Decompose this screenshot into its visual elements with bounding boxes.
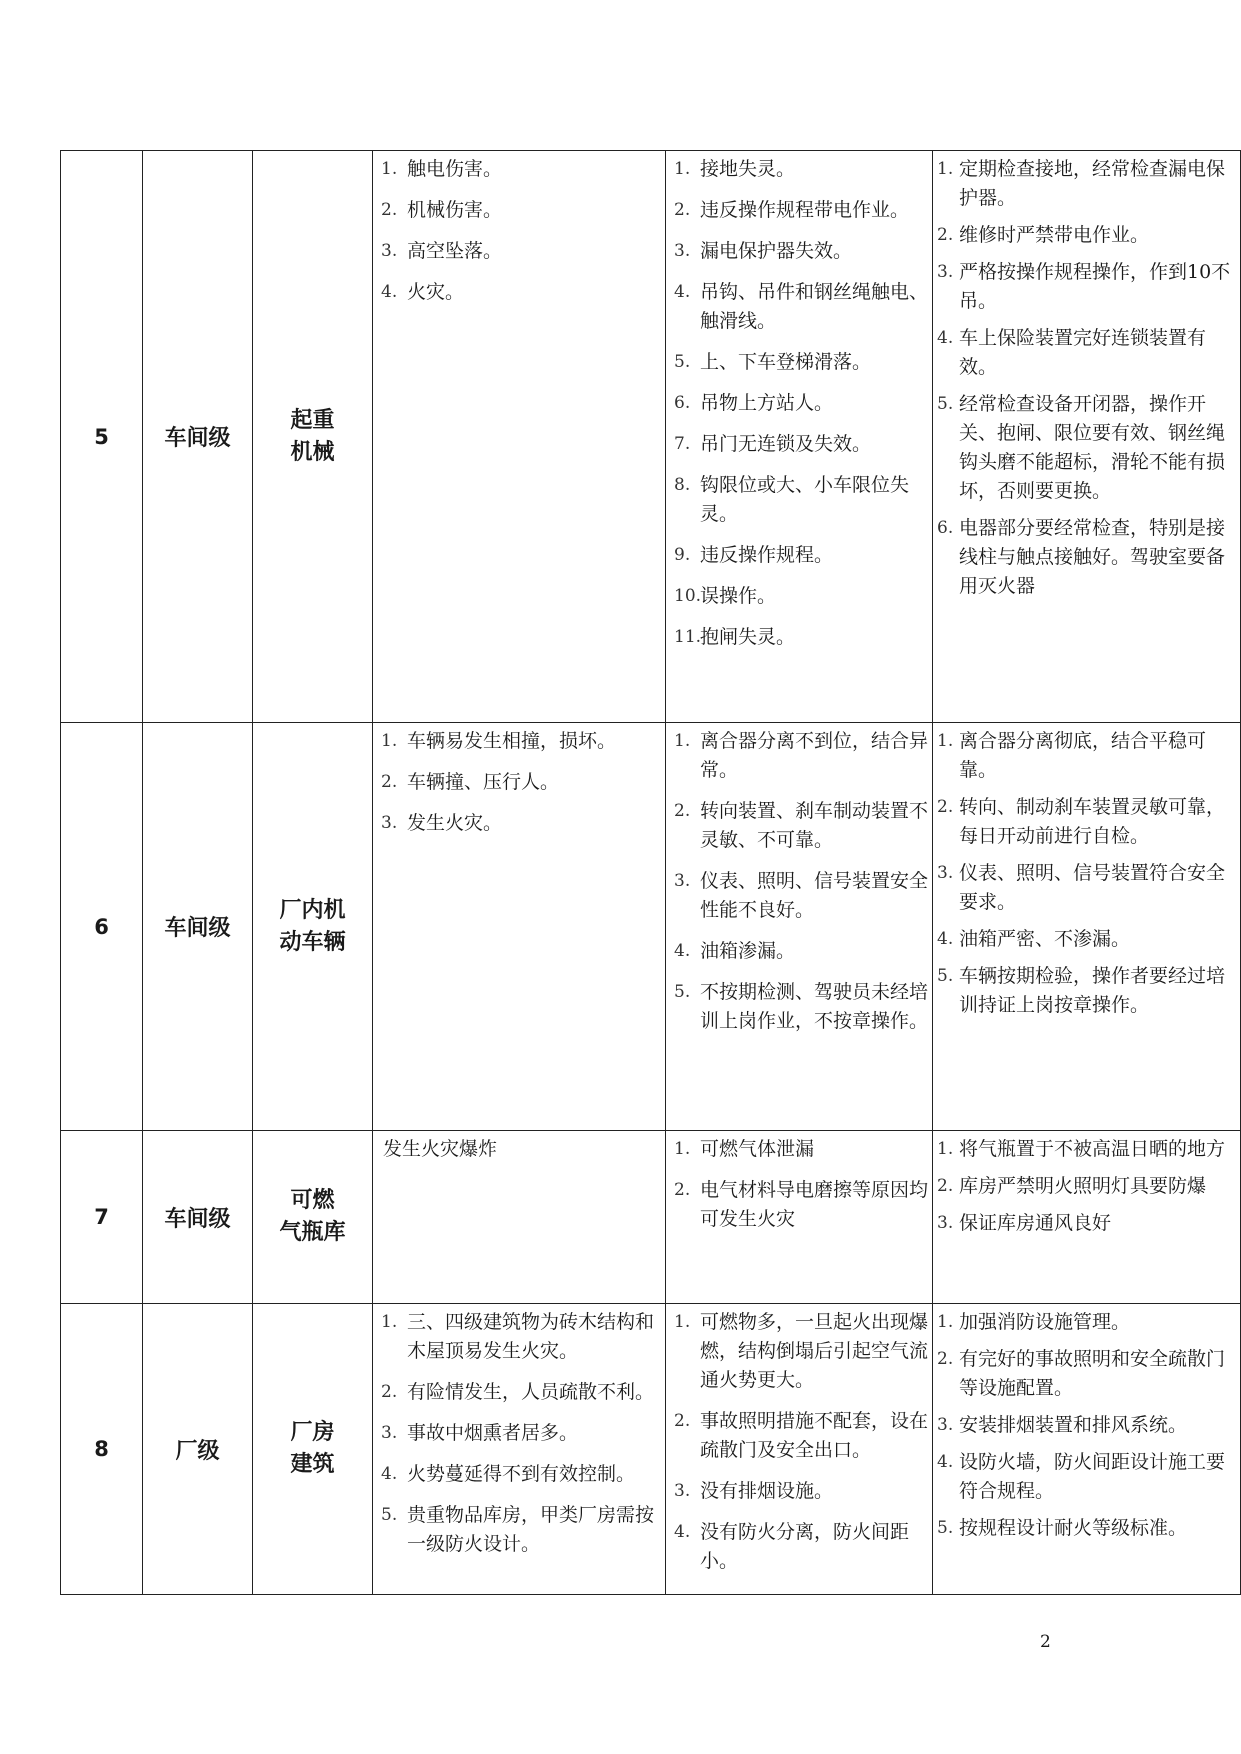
list-item: 2. 违反操作规程带电作业。 bbox=[674, 199, 910, 221]
row-name-line: 机械 bbox=[290, 439, 335, 465]
list-item: 4. 火灾。 bbox=[381, 281, 465, 303]
list-item-text: 车辆按期检验，操作者要经过培训持证上岗按章操作。 bbox=[959, 965, 1226, 1016]
list-item-text: 将气瓶置于不被高温日晒的地方 bbox=[959, 1138, 1226, 1160]
list-item: 5. 上、下车登梯滑落。 bbox=[674, 351, 872, 373]
list-item-text: 设防火墙，防火间距设计施工要符合规程。 bbox=[959, 1451, 1226, 1502]
hazard-cell-list bbox=[373, 727, 665, 838]
list-item: 1. 三、四级建筑物为砖木结构和木屋顶易发生火灾。 bbox=[381, 1311, 655, 1362]
row-number: 7 bbox=[61, 1131, 143, 1304]
row-name-line: 厂内机 bbox=[279, 897, 346, 923]
list-item-text: 经常检查设备开闭器，操作开关、抱闸、限位要有效、钢丝绳钩头磨不能超标，滑轮不能有损坏，否则要更换。 bbox=[959, 393, 1226, 502]
list-item: 5. 贵重物品库房，甲类厂房需按一级防火设计。 bbox=[381, 1504, 655, 1555]
list-item-text: 不按期检测、驾驶员未经培训上岗作业，不按章操作。 bbox=[700, 981, 929, 1032]
row-number: 6 bbox=[61, 723, 143, 1131]
list-item: 3. 没有排烟设施。 bbox=[674, 1480, 834, 1502]
list-item-text: 库房严禁明火照明灯具要防爆 bbox=[959, 1175, 1207, 1197]
list-item: 3. 事故中烟熏者居多。 bbox=[381, 1422, 579, 1444]
measure-cell bbox=[933, 1304, 1241, 1595]
list-item: 1. 将气瓶置于不被高温日晒的地方 bbox=[937, 1138, 1226, 1160]
table-row bbox=[61, 1131, 1241, 1304]
hazard-cell bbox=[373, 1131, 666, 1304]
row-name-line: 起重 bbox=[290, 407, 335, 433]
cause-cell-list bbox=[666, 727, 932, 1036]
list-item: 2. 库房严禁明火照明灯具要防爆 bbox=[937, 1175, 1207, 1197]
measure-cell-list bbox=[933, 727, 1240, 1020]
cause-cell bbox=[666, 151, 933, 723]
hazard-cell bbox=[373, 723, 666, 1131]
row-level: 车间级 bbox=[143, 151, 253, 723]
list-item-text: 误操作。 bbox=[700, 585, 777, 607]
list-item-text: 定期检查接地，经常检查漏电保护器。 bbox=[959, 158, 1226, 209]
row-level: 车间级 bbox=[143, 1131, 253, 1304]
measure-cell bbox=[933, 151, 1241, 723]
list-item: 3. 高空坠落。 bbox=[381, 240, 503, 262]
list-item: 2. 有完好的事故照明和安全疏散门等设施配置。 bbox=[937, 1348, 1226, 1399]
row-level: 车间级 bbox=[143, 723, 253, 1131]
cause-cell bbox=[666, 1131, 933, 1304]
list-item: 1. 触电伤害。 bbox=[381, 158, 503, 180]
list-item: 1. 加强消防设施管理。 bbox=[937, 1311, 1131, 1333]
hazard-text: 发生火灾爆炸 bbox=[383, 1138, 498, 1160]
list-item-text: 上、下车登梯滑落。 bbox=[700, 351, 872, 373]
list-item: 1. 离合器分离彻底，结合平稳可靠。 bbox=[937, 730, 1207, 781]
table-row bbox=[61, 151, 1241, 723]
list-item-text: 没有排烟设施。 bbox=[700, 1480, 834, 1502]
measure-cell bbox=[933, 1131, 1241, 1304]
list-item-text: 安装排烟装置和排风系统。 bbox=[959, 1414, 1188, 1436]
cause-cell bbox=[666, 723, 933, 1131]
list-item: 2. 转向装置、刹车制动装置不灵敏、不可靠。 bbox=[674, 800, 929, 851]
list-item: 11. 抱闸失灵。 bbox=[674, 626, 796, 648]
list-item: 7. 吊门无连锁及失效。 bbox=[674, 433, 872, 455]
list-item-text: 吊钩、吊件和钢丝绳触电、触滑线。 bbox=[700, 281, 929, 332]
table-row bbox=[61, 1304, 1241, 1595]
hazard-table-page bbox=[60, 150, 1231, 1589]
list-item: 1. 离合器分离不到位，结合异常。 bbox=[674, 730, 929, 781]
row-name-line: 建筑 bbox=[290, 1452, 335, 1477]
list-item-text: 接地失灵。 bbox=[700, 158, 796, 180]
list-item-text: 漏电保护器失效。 bbox=[700, 240, 853, 262]
row-name-line: 可燃 bbox=[290, 1188, 335, 1213]
list-item: 4. 吊钩、吊件和钢丝绳触电、触滑线。 bbox=[674, 281, 929, 332]
list-item-text: 有险情发生，人员疏散不利。 bbox=[407, 1381, 655, 1403]
list-item: 5. 车辆按期检验，操作者要经过培训持证上岗按章操作。 bbox=[937, 965, 1226, 1016]
list-item-text: 吊物上方站人。 bbox=[700, 392, 834, 414]
list-item-text: 车上保险装置完好连锁装置有效。 bbox=[959, 327, 1207, 378]
list-item-text: 转向装置、刹车制动装置不灵敏、不可靠。 bbox=[700, 800, 929, 851]
row-name-line: 气瓶库 bbox=[279, 1220, 346, 1245]
list-item-text: 严格按操作规程操作，作到10不吊。 bbox=[959, 261, 1231, 312]
cause-cell-list bbox=[666, 1308, 932, 1576]
hazard-cell-list bbox=[373, 1308, 665, 1559]
list-item-text: 仪表、照明、信号装置安全性能不良好。 bbox=[700, 870, 929, 921]
row-name bbox=[253, 151, 373, 723]
list-item-text: 有完好的事故照明和安全疏散门等设施配置。 bbox=[959, 1348, 1226, 1399]
cause-cell bbox=[666, 1304, 933, 1595]
hazard-cell-list bbox=[373, 155, 665, 307]
list-item-text: 事故照明措施不配套，设在疏散门及安全出口。 bbox=[700, 1410, 929, 1461]
list-item-text: 抱闸失灵。 bbox=[700, 626, 796, 648]
list-item: 2. 机械伤害。 bbox=[381, 199, 503, 221]
list-item: 3. 发生火灾。 bbox=[381, 812, 503, 834]
list-item: 5. 经常检查设备开闭器，操作开关、抱闸、限位要有效、钢丝绳钩头磨不能超标，滑轮不能有损坏，否则要更换。 bbox=[937, 393, 1226, 502]
list-item: 4. 车上保险装置完好连锁装置有效。 bbox=[937, 327, 1207, 378]
list-item-text: 发生火灾。 bbox=[407, 812, 503, 834]
list-item-text: 转向、制动刹车装置灵敏可靠，每日开动前进行自检。 bbox=[959, 796, 1226, 847]
row-name-line: 动车辆 bbox=[279, 929, 346, 955]
list-item: 4. 油箱严密、不渗漏。 bbox=[937, 928, 1131, 950]
row-number: 8 bbox=[61, 1304, 143, 1595]
cause-cell-list bbox=[666, 1135, 932, 1234]
list-item: 5. 不按期检测、驾驶员未经培训上岗作业，不按章操作。 bbox=[674, 981, 929, 1032]
list-item: 2. 维修时严禁带电作业。 bbox=[937, 224, 1150, 246]
list-item: 4. 火势蔓延得不到有效控制。 bbox=[381, 1463, 636, 1485]
list-item-text: 触电伤害。 bbox=[407, 158, 503, 180]
list-item: 3. 保证库房通风良好 bbox=[937, 1212, 1112, 1234]
list-item: 3. 漏电保护器失效。 bbox=[674, 240, 853, 262]
list-item-text: 三、四级建筑物为砖木结构和木屋顶易发生火灾。 bbox=[407, 1311, 655, 1362]
list-item-text: 保证库房通风良好 bbox=[959, 1212, 1112, 1234]
list-item: 3. 严格按操作规程操作，作到10不吊。 bbox=[937, 261, 1231, 312]
list-item-text: 火灾。 bbox=[407, 281, 465, 303]
list-item-text: 油箱严密、不渗漏。 bbox=[959, 928, 1131, 950]
list-item: 6. 吊物上方站人。 bbox=[674, 392, 834, 414]
list-item: 3. 仪表、照明、信号装置安全性能不良好。 bbox=[674, 870, 929, 921]
row-name-line: 厂房 bbox=[290, 1420, 335, 1445]
row-name bbox=[253, 723, 373, 1131]
list-item-text: 离合器分离不到位，结合异常。 bbox=[700, 730, 929, 781]
table-row bbox=[61, 723, 1241, 1131]
list-item-text: 贵重物品库房，甲类厂房需按一级防火设计。 bbox=[407, 1504, 655, 1555]
list-item-text: 车辆撞、压行人。 bbox=[407, 771, 560, 793]
row-name bbox=[253, 1131, 373, 1304]
measure-cell-list bbox=[933, 1135, 1240, 1238]
row-level: 厂级 bbox=[143, 1304, 253, 1595]
list-item-text: 没有防火分离，防火间距小。 bbox=[700, 1521, 910, 1572]
table-body bbox=[61, 151, 1241, 1595]
list-item: 1. 定期检查接地，经常检查漏电保护器。 bbox=[937, 158, 1226, 209]
row-name bbox=[253, 1304, 373, 1595]
list-item-text: 维修时严禁带电作业。 bbox=[959, 224, 1150, 246]
list-item-text: 违反操作规程带电作业。 bbox=[700, 199, 910, 221]
list-item: 8. 钩限位或大、小车限位失灵。 bbox=[674, 474, 910, 525]
list-item-text: 钩限位或大、小车限位失灵。 bbox=[700, 474, 910, 525]
page-number: 2 bbox=[1040, 1632, 1051, 1652]
list-item-text: 车辆易发生相撞，损坏。 bbox=[407, 730, 617, 752]
list-item: 9. 违反操作规程。 bbox=[674, 544, 834, 566]
list-item-text: 仪表、照明、信号装置符合安全要求。 bbox=[959, 862, 1226, 913]
list-item: 2. 转向、制动刹车装置灵敏可靠，每日开动前进行自检。 bbox=[937, 796, 1226, 847]
list-item: 5. 按规程设计耐火等级标准。 bbox=[937, 1517, 1188, 1539]
list-item: 10. 误操作。 bbox=[674, 585, 777, 607]
list-item-text: 加强消防设施管理。 bbox=[959, 1311, 1131, 1333]
list-item: 4. 油箱渗漏。 bbox=[674, 940, 796, 962]
cause-cell-list bbox=[666, 155, 932, 652]
list-item: 1. 可燃物多，一旦起火出现爆燃，结构倒塌后引起空气流通火势更大。 bbox=[674, 1311, 929, 1391]
list-item: 1. 可燃气体泄漏 bbox=[674, 1138, 815, 1160]
list-item-text: 电器部分要经常检查，特别是接线柱与触点接触好。驾驶室要备用灭火器 bbox=[959, 517, 1226, 597]
list-item-text: 违反操作规程。 bbox=[700, 544, 834, 566]
list-item: 1. 车辆易发生相撞，损坏。 bbox=[381, 730, 617, 752]
measure-cell-list bbox=[933, 155, 1240, 601]
list-item: 3. 安装排烟装置和排风系统。 bbox=[937, 1414, 1188, 1436]
list-item: 2. 电气材料导电磨擦等原因均可发生火灾 bbox=[674, 1179, 929, 1230]
list-item-text: 火势蔓延得不到有效控制。 bbox=[407, 1463, 636, 1485]
hazard-table bbox=[60, 150, 1241, 1595]
list-item: 4. 设防火墙，防火间距设计施工要符合规程。 bbox=[937, 1451, 1226, 1502]
measure-cell-list bbox=[933, 1308, 1240, 1543]
list-item-text: 高空坠落。 bbox=[407, 240, 503, 262]
list-item-text: 机械伤害。 bbox=[407, 199, 503, 221]
measure-cell bbox=[933, 723, 1241, 1131]
list-item: 4. 没有防火分离，防火间距小。 bbox=[674, 1521, 910, 1572]
hazard-cell bbox=[373, 151, 666, 723]
list-item-text: 可燃气体泄漏 bbox=[700, 1138, 815, 1160]
list-item-text: 油箱渗漏。 bbox=[700, 940, 796, 962]
list-item: 6. 电器部分要经常检查，特别是接线柱与触点接触好。驾驶室要备用灭火器 bbox=[937, 517, 1226, 597]
list-item: 2. 事故照明措施不配套，设在疏散门及安全出口。 bbox=[674, 1410, 929, 1461]
list-item: 3. 仪表、照明、信号装置符合安全要求。 bbox=[937, 862, 1226, 913]
list-item: 2. 车辆撞、压行人。 bbox=[381, 771, 560, 793]
list-item-text: 事故中烟熏者居多。 bbox=[407, 1422, 579, 1444]
list-item-text: 吊门无连锁及失效。 bbox=[700, 433, 872, 455]
row-number: 5 bbox=[61, 151, 143, 723]
list-item-text: 电气材料导电磨擦等原因均可发生火灾 bbox=[700, 1179, 929, 1230]
list-item-text: 离合器分离彻底，结合平稳可靠。 bbox=[959, 730, 1207, 781]
list-item: 2. 有险情发生，人员疏散不利。 bbox=[381, 1381, 655, 1403]
list-item: 1. 接地失灵。 bbox=[674, 158, 796, 180]
list-item-text: 可燃物多，一旦起火出现爆燃，结构倒塌后引起空气流通火势更大。 bbox=[700, 1311, 929, 1391]
hazard-cell bbox=[373, 1304, 666, 1595]
list-item-text: 按规程设计耐火等级标准。 bbox=[959, 1517, 1188, 1539]
